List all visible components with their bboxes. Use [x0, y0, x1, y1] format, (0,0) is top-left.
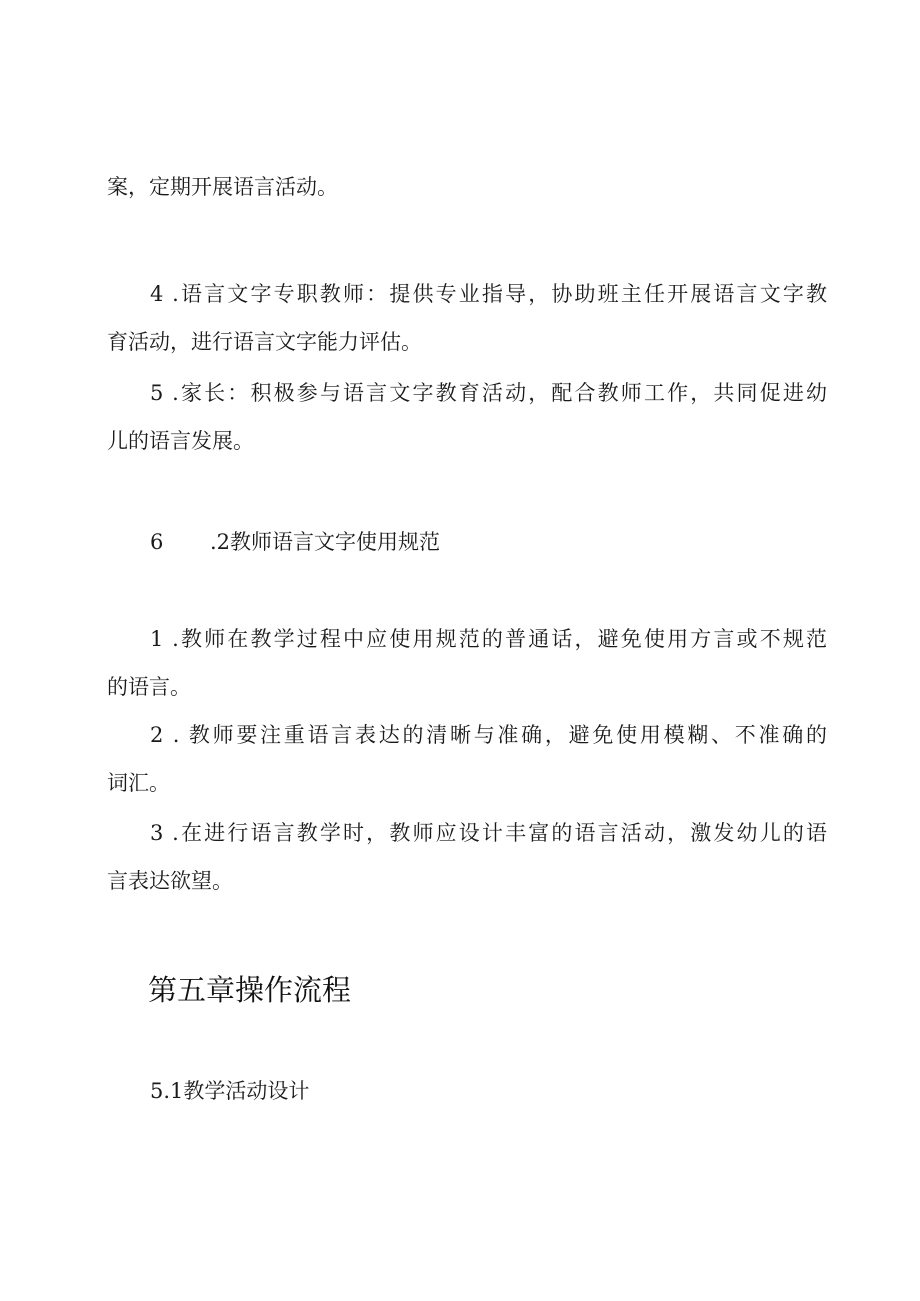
norm-1-line-2: 的语言。	[107, 675, 191, 699]
role-5-line-2: 儿的语言发展。	[107, 429, 254, 453]
norm-1-line-1: 1 .教师在教学过程中应使用规范的普通话，避免使用方言或不规范	[150, 627, 827, 651]
continuation-paragraph-line: 案，定期开展语言活动。	[107, 175, 338, 199]
norm-2-line-2: 词汇。	[107, 771, 170, 795]
norm-3-line-1: 3 .在进行语言教学时，教师应设计丰富的语言活动，激发幼儿的语	[150, 821, 827, 845]
chapter-title: 第五章操作流程	[148, 973, 352, 1007]
norm-2-line-1: 2 . 教师要注重语言表达的清晰与准确，避免使用模糊、不准确的	[150, 723, 827, 747]
norm-3-line-2: 言表达欲望。	[107, 869, 233, 893]
role-4-line-1: 4 .语言文字专职教师：提供专业指导，协助班主任开展语言文字教	[150, 282, 827, 306]
role-4-line-2: 育活动，进行语言文字能力评估。	[107, 330, 422, 354]
section-title: .2教师语言文字使用规范	[210, 530, 441, 554]
section-heading-teacher-language-norms	[150, 527, 440, 557]
role-5-line-1: 5 .家长：积极参与语言文字教育活动，配合教师工作，共同促进幼	[150, 381, 827, 405]
subsection-heading-teaching-activity-design: 5.1教学活动设计	[150, 1079, 310, 1103]
section-number: 6	[150, 530, 164, 554]
